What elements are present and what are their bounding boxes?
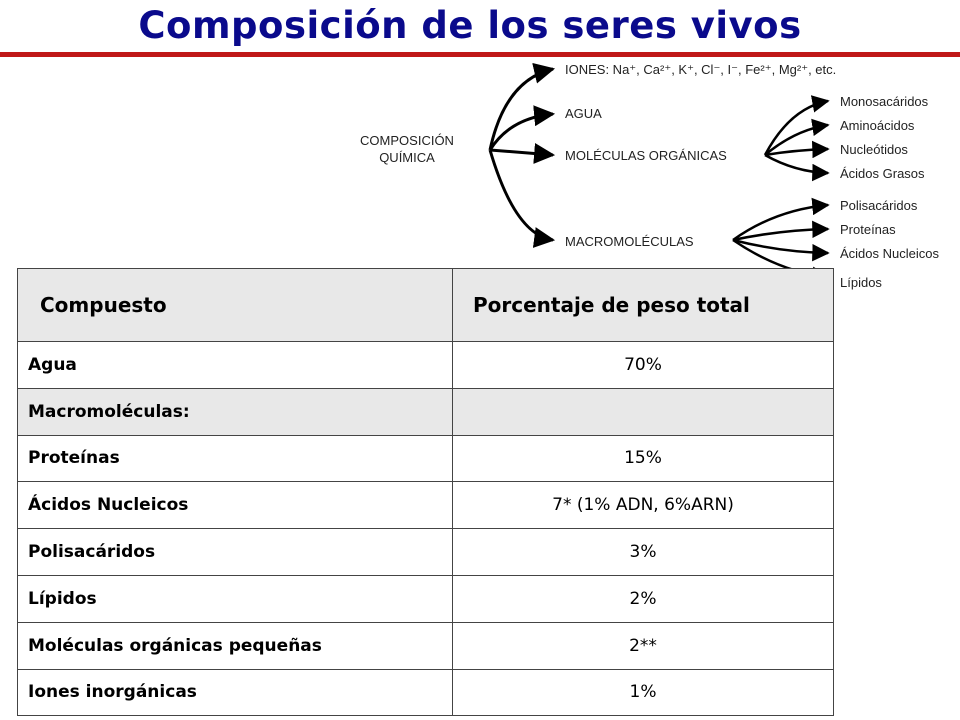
- diagram-macro-item-2: Proteínas: [840, 222, 896, 237]
- diagram-organic-item-1: Monosacáridos: [840, 94, 929, 109]
- compound-percentage: 7* (1% ADN, 6%ARN): [453, 482, 834, 529]
- table-row: [18, 529, 834, 576]
- diagram-macro-item-3: Ácidos Nucleicos: [840, 246, 939, 261]
- compound-name: Lípidos: [18, 575, 453, 622]
- compound-name: Agua: [18, 342, 453, 389]
- compound-percentage: 1%: [453, 669, 834, 716]
- arrow-macro: [490, 150, 553, 240]
- page-title: Composición de los seres vivos: [138, 4, 802, 47]
- compound-name: Ácidos Nucleicos: [18, 482, 453, 529]
- compound-percentage: [453, 388, 834, 435]
- diagram-water: AGUA: [565, 106, 602, 121]
- diagram-organic-item-3: Nucleótidos: [840, 142, 908, 157]
- compound-percentage: 15%: [453, 435, 834, 482]
- diagram-ions: IONES: Na⁺, Ca²⁺, K⁺, Cl⁻, I⁻, Fe²⁺, Mg²⁺, etc.: [565, 62, 837, 77]
- header-percentage: Porcentaje de peso total: [453, 269, 834, 342]
- compound-percentage: 2**: [453, 622, 834, 669]
- compound-name: Macromoléculas:: [18, 388, 453, 435]
- table-row: [18, 342, 834, 389]
- diagram-macro-label: MACROMOLÉCULAS: [565, 234, 694, 249]
- header-compound: Compuesto: [18, 269, 453, 342]
- table-row: [18, 388, 834, 435]
- diagram-macro-item-1: Polisacáridos: [840, 198, 918, 213]
- table-body: [18, 342, 834, 716]
- diagram-organic-item-4: Ácidos Grasos: [840, 166, 925, 181]
- compound-name: Iones inorgánicas: [18, 669, 453, 716]
- table-header-row: [18, 269, 834, 342]
- table-row: [18, 669, 834, 716]
- diagram-root-line2: QUÍMICA: [379, 150, 435, 165]
- table-row: [18, 575, 834, 622]
- diagram-root-line1: COMPOSICIÓN: [360, 133, 454, 148]
- diagram-organic-item-2: Aminoácidos: [840, 118, 915, 133]
- compound-name: Moléculas orgánicas pequeñas: [18, 622, 453, 669]
- table-row: [18, 435, 834, 482]
- compound-percentage: 2%: [453, 575, 834, 622]
- main-branch-arrows: [490, 69, 553, 240]
- table-row: [18, 482, 834, 529]
- composition-table: [17, 268, 834, 716]
- organic-branch-arrows: [765, 101, 828, 173]
- diagram-organic-label: MOLÉCULAS ORGÁNICAS: [565, 148, 727, 163]
- arrow-organic: [490, 150, 553, 155]
- compound-name: Polisacáridos: [18, 529, 453, 576]
- compound-name: Proteínas: [18, 435, 453, 482]
- diagram-macro-item-4: Lípidos: [840, 275, 882, 290]
- compound-percentage: 70%: [453, 342, 834, 389]
- table-row: [18, 622, 834, 669]
- compound-percentage: 3%: [453, 529, 834, 576]
- macro-branch-arrows: [733, 205, 828, 277]
- composition-diagram: [0, 0, 960, 300]
